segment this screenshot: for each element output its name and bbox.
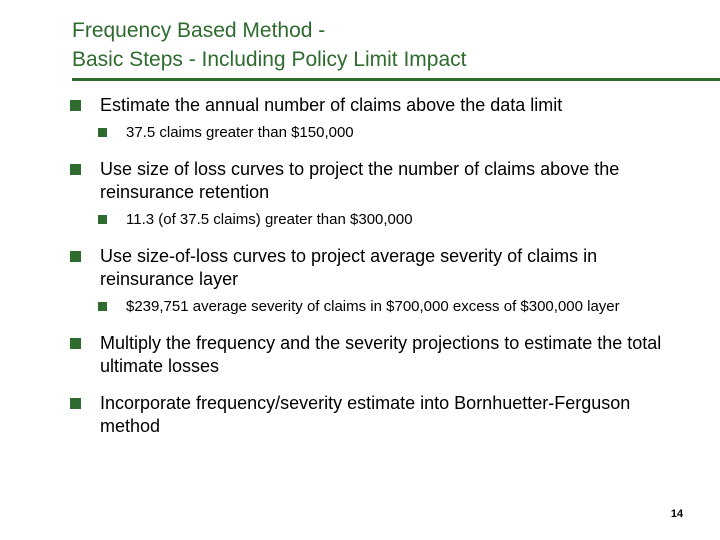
slide-title-line-2: Basic Steps - Including Policy Limit Impact: [72, 48, 467, 71]
bullet-item: [70, 332, 690, 378]
sub-bullet-item: [98, 123, 690, 143]
square-bullet-icon: [98, 215, 107, 224]
slide-title-line-1: Frequency Based Method -: [72, 19, 326, 42]
square-bullet-icon: [70, 338, 81, 349]
sub-bullet-text: $239,751 average severity of claims in $700,000 excess of $300,000 layer: [126, 298, 620, 315]
page-number: 14: [670, 508, 684, 520]
title-divider: [72, 78, 720, 81]
bullet-item: [70, 392, 690, 438]
bullet-list: [70, 94, 690, 452]
sub-bullet-item: [98, 210, 690, 230]
bullet-text: Use size of loss curves to project the number of claims above the reinsurance retention: [100, 159, 620, 202]
square-bullet-icon: [70, 100, 81, 111]
square-bullet-icon: [98, 302, 107, 311]
square-bullet-icon: [70, 164, 81, 175]
sub-bullet-text: 11.3 (of 37.5 claims) greater than $300,000: [126, 211, 413, 228]
bullet-item: [70, 245, 690, 291]
bullet-text: Estimate the annual number of claims above the data limit: [100, 95, 563, 115]
bullet-text: Incorporate frequency/severity estimate into Bornhuetter-Ferguson method: [100, 393, 631, 436]
bullet-item: [70, 158, 690, 204]
bullet-item: [70, 94, 690, 117]
bullet-text: Use size-of-loss curves to project average severity of claims in reinsurance layer: [100, 246, 598, 289]
slide-title: [72, 16, 692, 74]
square-bullet-icon: [70, 251, 81, 262]
sub-bullet-item: [98, 297, 690, 317]
square-bullet-icon: [98, 128, 107, 137]
sub-bullet-text: 37.5 claims greater than $150,000: [126, 124, 354, 141]
square-bullet-icon: [70, 398, 81, 409]
bullet-text: Multiply the frequency and the severity projections to estimate the total ultimate losses: [100, 333, 662, 376]
